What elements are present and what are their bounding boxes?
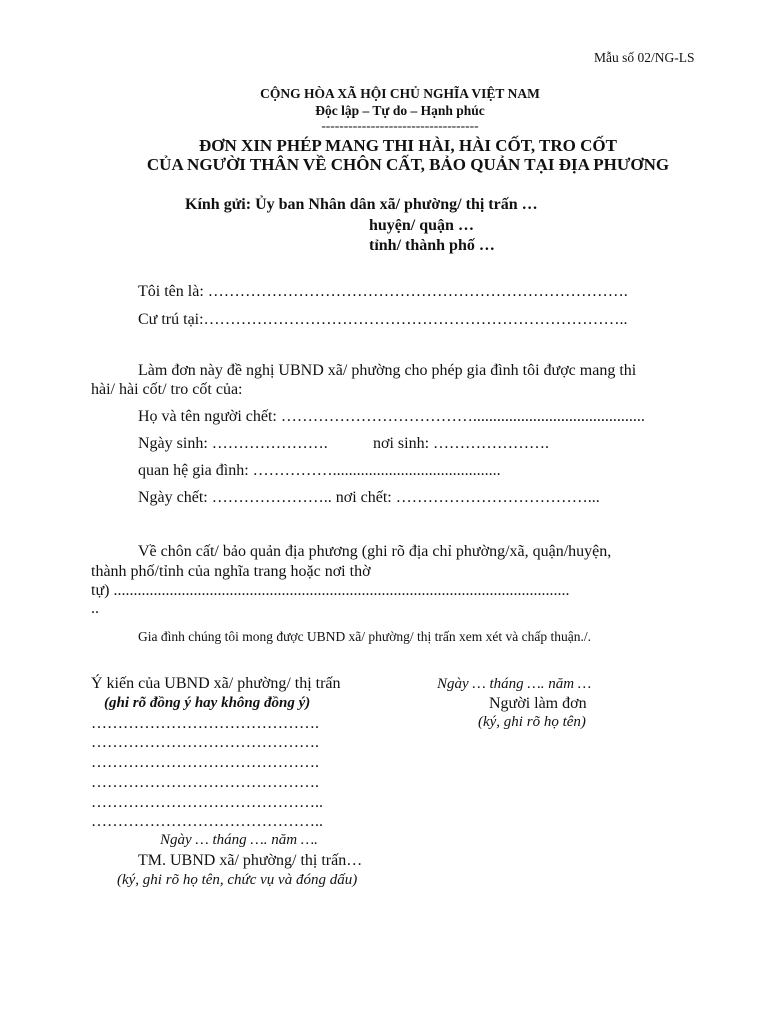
recipient-line1: Kính gửi: Ủy ban Nhân dân xã/ phường/ thị trấn …: [185, 196, 538, 213]
authority-opinion-line: …………………………………….: [91, 715, 319, 732]
burial-line1: Về chôn cất/ bảo quản địa phương (ghi rõ địa chỉ phường/xã, quận/huyện,: [138, 543, 612, 560]
applicant-name-field: Tôi tên là: …………………………………………………………………….: [138, 283, 628, 300]
authority-opinion-line: …………………………………….: [91, 774, 319, 791]
authority-sign-note: (ký, ghi rõ họ tên, chức vụ và đóng dấu): [117, 872, 358, 888]
deceased-death-field: Ngày chết: ………………….. nơi chết: ………………………………...: [138, 489, 600, 506]
deceased-relation-field: quan hệ gia đình: ……………..........................................: [138, 462, 501, 479]
authority-opinion-line: …………………………………….: [91, 754, 319, 771]
burial-line3: tự) ..................................................................................................................: [91, 582, 570, 599]
motto: Độc lập – Tự do – Hạnh phúc: [315, 103, 485, 118]
applicant-sign-note: (ký, ghi rõ họ tên): [478, 714, 586, 730]
request-line1: Làm đơn này đề nghị UBND xã/ phường cho phép gia đình tôi được mang thi: [138, 362, 637, 379]
request-line2: hài/ hài cốt/ tro cốt của:: [91, 381, 243, 398]
burial-line4: ..: [91, 600, 99, 617]
document-title-line2: CỦA NGƯỜI THÂN VỀ CHÔN CẤT, BẢO QUẢN TẠI ĐỊA PHƯƠNG: [146, 155, 670, 174]
document-title-line1: ĐƠN XIN PHÉP MANG THI HÀI, HÀI CỐT, TRO CỐT: [199, 136, 617, 155]
recipient-line2: huyện/ quận …: [369, 217, 474, 234]
closing-statement: Gia đình chúng tôi mong được UBND xã/ phường/ thị trấn xem xét và chấp thuận./.: [138, 629, 591, 644]
applicant-residence-field: Cư trú tại:……………………………………………………………………..: [138, 311, 628, 328]
recipient-line3: tỉnh/ thành phố …: [369, 237, 495, 254]
authority-signer: TM. UBND xã/ phường/ thị trấn…: [138, 852, 363, 869]
deceased-birth-date-field: Ngày sinh: ………………….: [138, 435, 328, 452]
header-divider: -----------------------------------: [321, 118, 479, 133]
applicant-date: Ngày … tháng …. năm …: [437, 676, 592, 692]
nation-heading: CỘNG HÒA XÃ HỘI CHỦ NGHĨA VIỆT NAM: [260, 86, 540, 101]
applicant-sign-title: Người làm đơn: [489, 695, 587, 712]
authority-opinion-line: ……………………………………..: [91, 813, 323, 830]
form-code: Mẫu số 02/NG-LS: [594, 50, 695, 65]
burial-line2: thành phố/tỉnh của nghĩa trang hoặc nơi thờ: [91, 563, 371, 580]
deceased-birth-place-field: nơi sinh: ………………….: [373, 435, 550, 452]
authority-date: Ngày … tháng …. năm ….: [160, 832, 318, 848]
authority-heading: Ý kiến của UBND xã/ phường/ thị trấn: [91, 675, 341, 692]
deceased-name-field: Họ và tên người chết: ………………………………...........................................: [138, 408, 645, 425]
authority-opinion-line: …………………………………….: [91, 734, 319, 751]
authority-note: (ghi rõ đồng ý hay không đồng ý): [104, 695, 311, 711]
authority-opinion-line: ……………………………………..: [91, 794, 323, 811]
